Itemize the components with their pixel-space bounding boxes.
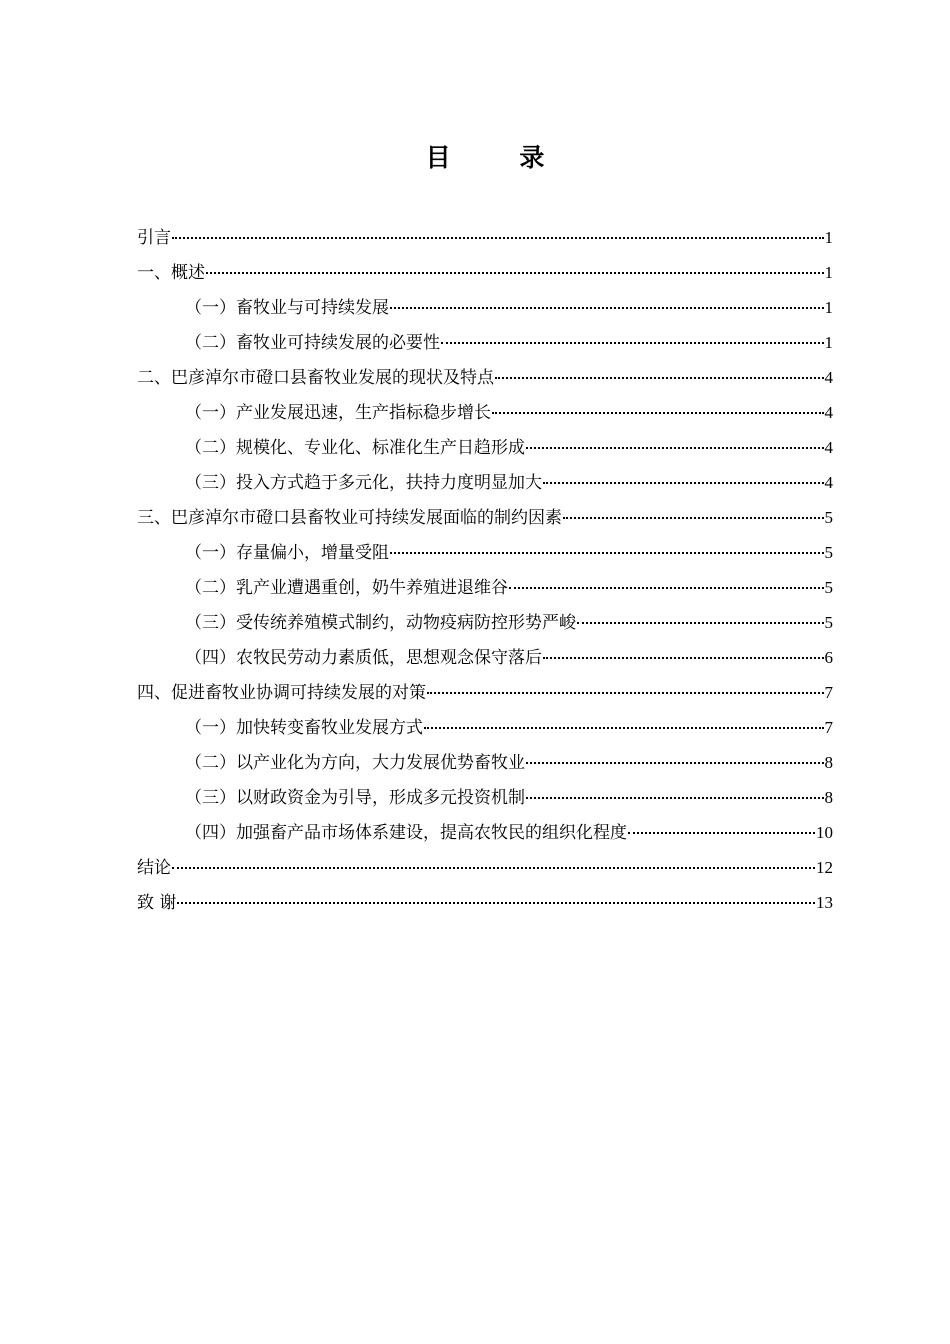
toc-page-number: 10: [816, 823, 833, 842]
toc-entry-label: （二）畜牧业可持续发展的必要性: [185, 333, 440, 353]
toc-leader-dots: [427, 690, 824, 694]
toc-leader-dots: [526, 760, 824, 764]
toc-entry-label: （三）投入方式趋于多元化，扶持力度明显加大: [185, 473, 542, 493]
toc-entry[interactable]: [137, 815, 833, 850]
toc-page-number: 8: [824, 753, 833, 772]
toc-leader-dots: [172, 235, 824, 239]
toc-leader-dots: [543, 655, 824, 659]
toc-page-number: 5: [824, 613, 833, 632]
toc-entry[interactable]: [137, 640, 833, 675]
toc-entry[interactable]: [137, 675, 833, 710]
toc-entry-label: （一）畜牧业与可持续发展: [185, 298, 389, 318]
toc-page-number: 6: [824, 648, 833, 667]
toc-page-number: 4: [824, 438, 833, 457]
toc-page-number: 13: [816, 893, 833, 912]
toc-page-number: 1: [824, 263, 833, 282]
toc-entry-label: （二）乳产业遭遇重创，奶牛养殖进退维谷: [185, 578, 508, 598]
toc-entry-label: （一）产业发展迅速，生产指标稳步增长: [185, 403, 491, 423]
toc-entry[interactable]: [137, 780, 833, 815]
toc-entry-label: （三）受传统养殖模式制约，动物疫病防控形势严峻: [185, 613, 576, 633]
toc-entry-label: （四）加强畜产品市场体系建设，提高农牧民的组织化程度: [185, 823, 627, 843]
toc-entry[interactable]: [137, 395, 833, 430]
toc-entry-label: （四）农牧民劳动力素质低，思想观念保守落后: [185, 648, 542, 668]
toc-leader-dots: [492, 410, 824, 414]
toc-entry-label: 一、概述: [137, 263, 205, 283]
toc-page-number: 5: [824, 543, 833, 562]
toc-page-number: 7: [824, 718, 833, 737]
toc-leader-dots: [526, 445, 824, 449]
toc-entry-label: 引言: [137, 228, 171, 248]
toc-entry-label: 二、巴彦淖尔市磴口县畜牧业发展的现状及特点: [137, 368, 494, 388]
toc-entry-label: 致 谢: [137, 893, 177, 913]
toc-entry[interactable]: [137, 325, 833, 360]
toc-entry[interactable]: [137, 745, 833, 780]
toc-leader-dots: [177, 900, 815, 904]
toc-entry-label: 四、促进畜牧业协调可持续发展的对策: [137, 683, 426, 703]
toc-entry[interactable]: [137, 535, 833, 570]
toc-leader-dots: [172, 865, 815, 869]
toc-entry[interactable]: [137, 360, 833, 395]
toc-entry[interactable]: [137, 885, 833, 920]
toc-leader-dots: [495, 375, 824, 379]
toc-entry[interactable]: [137, 290, 833, 325]
toc-entry[interactable]: [137, 220, 833, 255]
toc-entry[interactable]: [137, 605, 833, 640]
toc-entry-label: 三、巴彦淖尔市磴口县畜牧业可持续发展面临的制约因素: [137, 508, 562, 528]
toc-leader-dots: [206, 270, 824, 274]
toc-entry[interactable]: [137, 430, 833, 465]
toc-entry-label: （一）加快转变畜牧业发展方式: [185, 718, 423, 738]
toc-entry[interactable]: [137, 710, 833, 745]
table-of-contents: [137, 220, 833, 920]
toc-leader-dots: [441, 340, 824, 344]
toc-page-number: 4: [824, 368, 833, 387]
toc-entry-label: （三）以财政资金为引导，形成多元投资机制: [185, 788, 525, 808]
toc-page-number: 12: [816, 858, 833, 877]
toc-title: 目 录: [425, 143, 575, 172]
toc-entry-label: 结论: [137, 858, 171, 878]
toc-page-number: 1: [824, 333, 833, 352]
toc-entry-label: （二）以产业化为方向，大力发展优势畜牧业: [185, 753, 525, 773]
toc-entry[interactable]: [137, 850, 833, 885]
toc-page-number: 4: [824, 473, 833, 492]
toc-leader-dots: [390, 305, 824, 309]
toc-leader-dots: [543, 480, 824, 484]
toc-leader-dots: [526, 795, 824, 799]
toc-leader-dots: [577, 620, 824, 624]
toc-entry[interactable]: [137, 500, 833, 535]
toc-leader-dots: [424, 725, 824, 729]
toc-entry[interactable]: [137, 465, 833, 500]
toc-page-number: 5: [824, 578, 833, 597]
toc-entry[interactable]: [137, 570, 833, 605]
toc-leader-dots: [509, 585, 824, 589]
toc-page-number: 1: [824, 228, 833, 247]
toc-page-number: 7: [824, 683, 833, 702]
toc-leader-dots: [628, 830, 815, 834]
toc-page-number: 4: [824, 403, 833, 422]
toc-page-number: 8: [824, 788, 833, 807]
toc-leader-dots: [563, 515, 824, 519]
toc-entry[interactable]: [137, 255, 833, 290]
toc-entry-label: （一）存量偏小，增量受阻: [185, 543, 389, 563]
toc-leader-dots: [390, 550, 824, 554]
toc-entry-label: （二）规模化、专业化、标准化生产日趋形成: [185, 438, 525, 458]
toc-page-number: 5: [824, 508, 833, 527]
toc-page-number: 1: [824, 298, 833, 317]
